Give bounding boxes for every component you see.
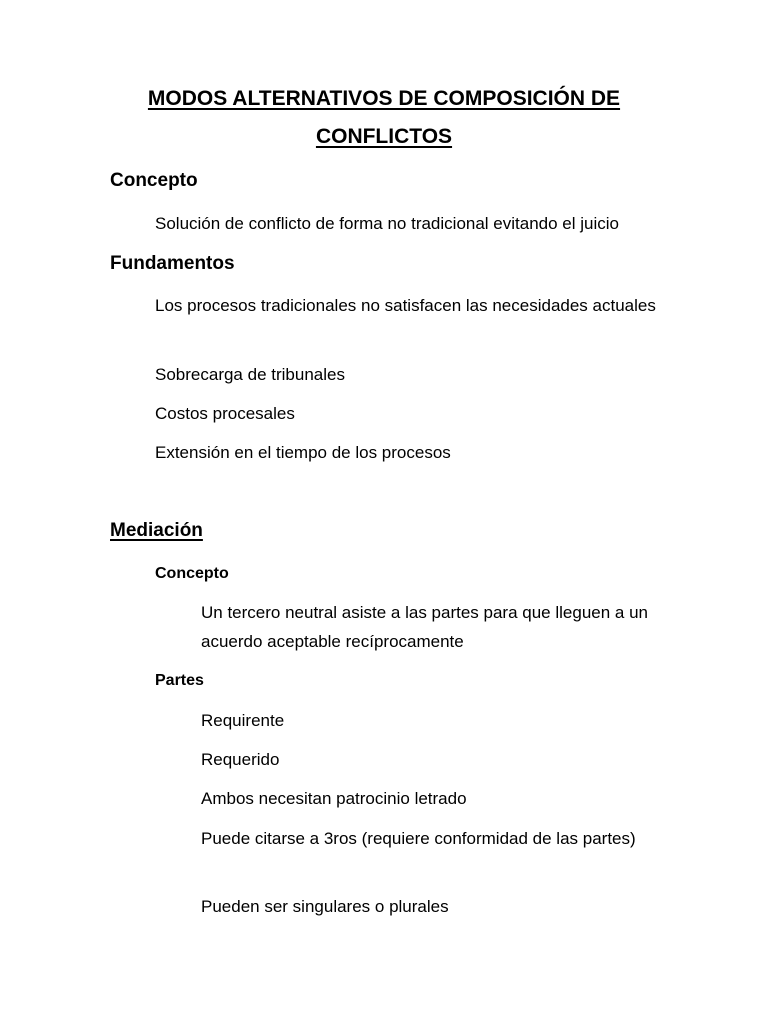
fundamentos-item: Extensión en el tiempo de los procesos: [155, 443, 451, 462]
partes-item: Requirente: [201, 711, 285, 730]
partes-item: Pueden ser singulares o plurales: [201, 897, 449, 916]
subheading-mediacion-concepto: Concepto: [155, 565, 229, 582]
fundamentos-item: Los procesos tradicionales no satisfacen las necesidades actuales: [155, 296, 656, 315]
fundamentos-item: Costos procesales: [155, 404, 295, 423]
fundamentos-item: Sobrecarga de tribunales: [155, 365, 345, 384]
partes-item: Ambos necesitan patrocinio letrado: [201, 789, 467, 808]
mediacion-concepto-text: Un tercero neutral asiste a las partes para que lleguen a un acuerdo aceptable recíprocamente: [201, 603, 648, 651]
section-heading-mediacion: Mediación: [110, 520, 203, 541]
partes-item: Puede citarse a 3ros (requiere conformidad de las partes): [201, 829, 636, 848]
document-title: MODOS ALTERNATIVOS DE COMPOSICIÓN DE CONFLICTOS: [147, 87, 621, 148]
concepto-text: Solución de conflicto de forma no tradicional evitando el juicio: [155, 214, 619, 233]
section-heading-concepto: Concepto: [110, 170, 198, 191]
subheading-mediacion-partes: Partes: [155, 672, 204, 689]
partes-item: Requerido: [201, 750, 280, 769]
section-heading-fundamentos: Fundamentos: [110, 253, 235, 274]
